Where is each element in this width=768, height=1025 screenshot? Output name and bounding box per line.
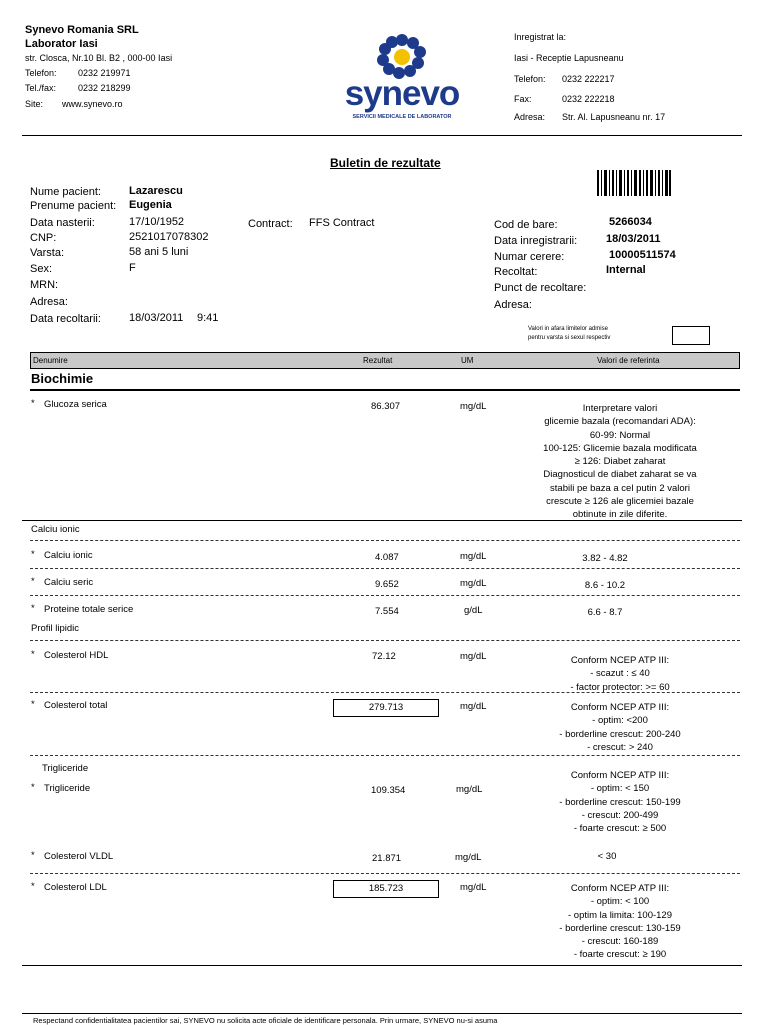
legend-line-1: Valori in afara limitelor admise <box>528 326 608 332</box>
trig-um: mg/dL <box>456 784 483 795</box>
registered-place: Iasi - Receptie Lapusneanu <box>514 53 624 63</box>
protein-mark: * <box>31 603 35 614</box>
glucose-reference <box>500 402 740 522</box>
collect-date: 18/03/2011 <box>129 312 184 324</box>
group-lipid: Profil lipidic <box>31 623 80 634</box>
barcode-label: Cod de bare: <box>494 219 558 231</box>
group-calcium: Calciu ionic <box>31 524 80 535</box>
patient-name-label: Nume pacient: <box>30 186 101 198</box>
barcode-graphic <box>597 170 671 196</box>
lab-site: www.synevo.ro <box>62 99 123 109</box>
footer-divider <box>22 1013 742 1014</box>
patient-mrn-label: MRN: <box>30 279 59 291</box>
patient-age-label: Varsta: <box>30 247 65 259</box>
table-end-divider <box>22 965 742 966</box>
sample-address-label: Adresa: <box>494 299 532 311</box>
glucose-ref-line: 100-125: Glicemie bazala modificata <box>543 442 697 454</box>
total-ref-line: - crescut: > 240 <box>587 741 653 753</box>
glucose-ref-line: Interpretare valori <box>582 403 658 414</box>
glucose-ref-line: crescute ≥ 126 ale glicemiei bazale <box>546 496 694 508</box>
calcium-serum-reference: 8.6 - 10.2 <box>584 580 626 591</box>
total-reference <box>500 701 740 754</box>
vldl-um: mg/dL <box>455 852 482 863</box>
group-divider <box>22 520 742 521</box>
patient-first: Eugenia <box>129 199 172 211</box>
hdl-value: 72.12 <box>372 651 396 662</box>
glucose-value: 86.307 <box>371 401 401 412</box>
report-title: Buletin de rezultate <box>330 156 441 170</box>
header-name: Denumire <box>33 356 68 365</box>
glucose-ref-line: stabili pe baza a cel putin 2 valori <box>550 482 690 494</box>
hdl-reference <box>500 654 740 694</box>
lab-company: Synevo Romania SRL <box>25 24 139 36</box>
vldl-reference: < 30 <box>597 851 617 862</box>
trig-ref-line: Conform NCEP ATP III: <box>570 770 670 781</box>
section-biochem: Biochimie <box>31 371 94 386</box>
registered-phone: 0232 222217 <box>562 74 615 84</box>
table-header <box>30 352 740 369</box>
patient-cnp-label: CNP: <box>30 232 57 244</box>
lab-name: Laborator Iasi <box>25 38 98 50</box>
glucose-um: mg/dL <box>460 401 487 412</box>
header-um: UM <box>461 356 474 365</box>
synevo-logo <box>344 28 460 124</box>
registered-phone-label: Telefon: <box>514 74 546 84</box>
ldl-ref-line: - foarte crescut: ≥ 190 <box>573 949 667 961</box>
ldl-ref-line: - optim la limita: 100-129 <box>567 909 673 921</box>
logo-tagline: SERVICII MEDICALE DE LABORATOR <box>352 114 452 120</box>
patient-sex: F <box>129 262 136 274</box>
total-ref-line: Conform NCEP ATP III: <box>570 702 670 713</box>
trig-ref-line: - borderline crescut: 150-199 <box>559 796 681 808</box>
patient-sex-label: Sex: <box>30 263 53 275</box>
total-value: 279.713 <box>333 699 439 717</box>
ldl-reference <box>500 882 740 962</box>
glucose-ref-line: ≥ 126: Diabet zaharat <box>574 456 666 468</box>
ldl-ref-line: - optim: < 100 <box>590 896 650 908</box>
registered-fax-label: Fax: <box>514 94 532 104</box>
lab-site-label: Site: <box>25 99 44 109</box>
ldl-mark: * <box>31 881 35 892</box>
vldl-mark: * <box>31 850 35 861</box>
glucose-mark: * <box>31 398 35 409</box>
ldl-name: Colesterol LDL <box>44 882 107 893</box>
lab-phone: 0232 219971 <box>78 68 131 78</box>
contract-value: FFS Contract <box>309 217 375 229</box>
request-number-label: Numar cerere: <box>494 251 565 263</box>
trig-ref-line: - optim: < 150 <box>590 783 650 795</box>
registration-date-label: Data inregistrarii: <box>494 235 578 247</box>
calcium-ionic-um: mg/dL <box>460 551 487 562</box>
trig-reference <box>500 769 740 835</box>
collection-point-label: Punct de recoltare: <box>494 282 587 294</box>
calcium-ionic-value: 4.087 <box>375 552 399 563</box>
barcode-value: 5266034 <box>609 216 652 228</box>
total-ref-line: - borderline crescut: 200-240 <box>559 728 681 740</box>
registered-fax: 0232 222218 <box>562 94 615 104</box>
calcium-serum-um: mg/dL <box>460 578 487 589</box>
patient-first-label: Prenume pacient: <box>30 200 117 212</box>
lab-fax-label: Tel./fax: <box>25 83 57 93</box>
legend-line-2: pentru varsta si sexul respectiv <box>528 335 611 341</box>
header-reference: Valori de referinta <box>597 356 660 365</box>
patient-dob-label: Data nasterii: <box>30 217 95 229</box>
calcium-ionic-reference: 3.82 - 4.82 <box>582 553 628 564</box>
section-divider <box>30 389 740 391</box>
patient-cnp: 2521017078302 <box>129 231 209 243</box>
collected-value: Internal <box>606 264 646 276</box>
trig-ref-line: - crescut: 200-499 <box>581 809 659 821</box>
patient-age: 58 ani 5 luni <box>129 246 189 258</box>
header-divider <box>22 135 742 136</box>
trig-mark: * <box>31 782 35 793</box>
row-divider <box>30 755 740 756</box>
ldl-um: mg/dL <box>460 882 487 893</box>
glucose-ref-line: obtinute in zile diferite. <box>572 509 668 521</box>
group-triglycerides: Trigliceride <box>42 763 89 774</box>
ldl-ref-line: - crescut: 160-189 <box>581 936 659 948</box>
lab-address: str. Closca, Nr.10 Bl. B2 , 000-00 Iasi <box>25 53 173 63</box>
trig-name: Trigliceride <box>44 783 91 794</box>
registered-address: Str. Al. Lapusneanu nr. 17 <box>562 112 666 122</box>
trig-ref-line: - foarte crescut: ≥ 500 <box>573 823 667 835</box>
calcium-serum-value: 9.652 <box>375 579 399 590</box>
patient-name: Lazarescu <box>129 185 183 197</box>
vldl-value: 21.871 <box>372 853 402 864</box>
row-divider <box>30 640 740 641</box>
legend-text <box>528 325 610 343</box>
hdl-name: Colesterol HDL <box>44 650 109 661</box>
hdl-ref-line: - scazut : ≤ 40 <box>590 668 650 680</box>
request-number: 10000511574 <box>609 249 676 261</box>
protein-reference: 6.6 - 8.7 <box>587 607 623 618</box>
glucose-ref-line: Diagnosticul de diabet zaharat se va <box>543 469 697 481</box>
trig-value: 109.354 <box>371 785 406 796</box>
logo-text: synevo <box>344 74 460 113</box>
protein-name: Proteine totale serice <box>44 604 134 615</box>
registered-title: Inregistrat la: <box>514 32 567 42</box>
calcium-serum-name: Calciu seric <box>44 577 94 588</box>
patient-dob: 17/10/1952 <box>129 216 185 228</box>
lab-fax: 0232 218299 <box>78 83 131 93</box>
patient-address-label: Adresa: <box>30 296 68 308</box>
calcium-ionic-name: Calciu ionic <box>44 550 93 561</box>
collect-time: 9:41 <box>197 312 219 324</box>
row-divider <box>30 692 740 693</box>
ldl-ref-line: - borderline crescut: 130-159 <box>559 922 681 934</box>
calcium-ionic-mark: * <box>31 549 35 560</box>
total-um: mg/dL <box>460 701 487 712</box>
vldl-name: Colesterol VLDL <box>44 851 114 862</box>
collected-label: Recoltat: <box>494 266 538 278</box>
header-result: Rezultat <box>363 356 393 365</box>
total-name: Colesterol total <box>44 700 108 711</box>
ldl-ref-line: Conform NCEP ATP III: <box>570 883 670 894</box>
glucose-ref-line: 60-99: Normal <box>589 429 651 441</box>
calcium-serum-mark: * <box>31 576 35 587</box>
footer-disclaimer: Respectand confidentialitatea pacientilor sai, SYNEVO nu solicita acte oficiale de identificare personala. Prin urmare, SYNEVO nu-si asuma <box>33 1016 498 1025</box>
collect-date-label: Data recoltarii: <box>30 313 101 325</box>
row-divider <box>30 873 740 874</box>
total-ref-line: - optim: <200 <box>592 715 648 727</box>
hdl-ref-line: Conform NCEP ATP III: <box>570 655 670 666</box>
hdl-ref-line: - factor protector: >= 60 <box>570 681 670 693</box>
row-divider <box>30 595 740 596</box>
registered-address-label: Adresa: <box>514 112 546 122</box>
ldl-value: 185.723 <box>333 880 439 898</box>
glucose-ref-line: glicemie bazala (recomandari ADA): <box>544 416 696 428</box>
total-mark: * <box>31 699 35 710</box>
contract-label: Contract: <box>248 218 293 230</box>
hdl-mark: * <box>31 649 35 660</box>
registration-date: 18/03/2011 <box>606 233 661 245</box>
row-divider <box>30 540 740 541</box>
protein-um: g/dL <box>464 605 483 616</box>
hdl-um: mg/dL <box>460 651 487 662</box>
protein-value: 7.554 <box>375 606 399 617</box>
legend-box <box>672 326 710 345</box>
lab-phone-label: Telefon: <box>25 68 57 78</box>
glucose-name: Glucoza serica <box>44 399 107 410</box>
row-divider <box>30 568 740 569</box>
